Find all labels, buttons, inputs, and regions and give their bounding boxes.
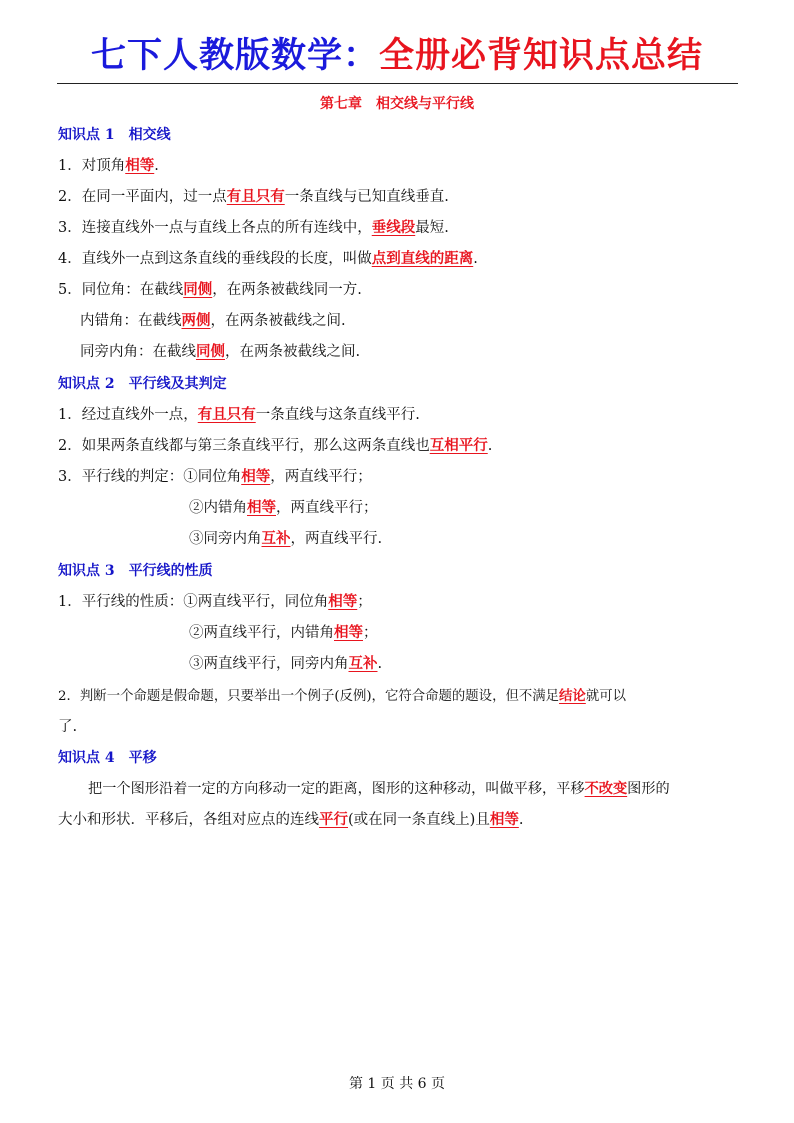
key-term: 相等 [241,468,271,485]
section-name: 平移 [128,750,157,766]
key-term: 相等 [247,499,276,516]
section-4-heading [58,748,157,768]
section-number: 知识点 3 [58,563,115,579]
key-term: 相等 [125,157,155,174]
text: ； [357,594,372,610]
text: 1．平行线的性质：①两直线平行，同位角 [58,594,329,610]
text: 同旁内角：在截线 [80,344,196,360]
section-3-line-3 [189,654,382,674]
section-3-line-4 [58,686,626,707]
text: 3．平行线的判定：①同位角 [58,469,242,485]
text: 5．同位角：在截线 [58,282,184,298]
section-2-line-2 [58,436,492,456]
text: ③两直线平行，同旁内角 [189,656,349,672]
key-term: 两侧 [181,312,211,329]
text: 就可以 [585,689,626,704]
key-term: 平行 [319,811,348,828]
text: . [487,438,493,454]
text: ，在两条被截线同一方. [212,282,362,298]
section-2-line-4 [189,498,378,518]
section-4-line-2 [58,810,523,830]
key-term: 相等 [328,593,358,610]
text: ，两直线平行； [270,469,372,485]
key-term: 有且只有 [197,406,256,423]
title-part-1: 七下人教版数学： [90,36,379,76]
section-1-line-3 [58,218,449,238]
key-term: 不改变 [584,781,628,797]
text: ③同旁内角 [189,531,262,547]
text: 一条直线与已知直线垂直. [284,189,449,205]
text: . [154,158,159,174]
section-4-line-1 [88,779,670,799]
page-title [0,28,794,78]
section-name: 平行线的性质 [128,563,213,579]
section-3-line-1 [58,592,372,612]
chapter-name: 相交线与平行线 [376,96,474,112]
text: . [473,251,478,267]
chapter-heading [0,93,794,113]
text: 1．经过直线外一点， [58,407,198,423]
section-1-line-1 [58,156,159,176]
text: 1．对顶角 [58,158,126,174]
text: 3．连接直线外一点与直线上各点的所有连线中， [58,220,372,236]
text: 把一个图形沿着一定的方向移动一定的距离，图形的这种移动，叫做平移，平移 [88,781,585,797]
text: ②内错角 [189,500,247,516]
text: . [518,812,524,828]
text: ，两直线平行； [276,500,378,516]
text: ； [363,625,378,641]
key-term: 有且只有 [226,188,285,205]
section-1-line-7 [80,342,360,362]
section-1-line-2 [58,187,449,207]
text: 2．判断一个命题是假命题，只要举出一个例子(反例)，它符合命题的题设，但不满足 [58,689,560,704]
section-name: 相交线 [128,127,171,143]
text: . [377,656,383,672]
title-divider [57,83,738,84]
text: 大小和形状．平移后，各组对应点的连线 [58,812,319,828]
text: ，在两条被截线之间. [225,344,361,360]
section-1-line-4 [58,249,478,269]
key-term: 相等 [334,624,363,641]
section-2-line-3 [58,467,372,487]
section-3-line-5: 了. [58,719,78,735]
text: ，两直线平行. [290,531,383,547]
text: 内错角：在截线 [80,313,182,329]
text: 2．在同一平面内，过一点 [58,189,227,205]
text: (或在同一条直线上)且 [348,812,490,828]
section-1-line-6 [80,311,346,331]
text: ②两直线平行，内错角 [189,625,334,641]
text: 最短. [415,220,449,236]
section-number: 知识点 1 [58,127,115,143]
section-2-line-1 [58,405,420,425]
key-term: 互补 [261,530,291,547]
section-1-line-5 [58,280,362,300]
text: 一条直线与这条直线平行. [255,407,420,423]
key-term: 互补 [348,655,378,672]
section-3-line-2 [189,623,378,643]
text: 4．直线外一点到这条直线的垂线段的长度，叫做 [58,251,372,267]
chapter-label: 第七章 [320,96,362,112]
section-1-heading [58,125,171,145]
key-term: 相等 [489,811,519,828]
key-term: 结论 [559,688,586,704]
key-term: 垂线段 [371,219,416,236]
title-part-2: 全册必背知识点总结 [379,36,704,76]
key-term: 互相平行 [429,437,488,454]
section-3-heading [58,561,213,581]
section-name: 平行线及其判定 [128,376,227,392]
key-term: 同侧 [183,281,213,298]
section-number: 知识点 2 [58,376,115,392]
key-term: 同侧 [196,343,225,360]
section-number: 知识点 4 [58,750,115,766]
section-2-heading [58,374,227,394]
section-2-line-5 [189,529,382,549]
text: 2．如果两条直线都与第三条直线平行，那么这两条直线也 [58,438,430,454]
text: 图形的 [627,781,670,797]
key-term: 点到直线的距离 [371,250,474,267]
text: ，在两条被截线之间. [210,313,346,329]
page-number: 第 1 页 共 6 页 [348,1076,446,1092]
